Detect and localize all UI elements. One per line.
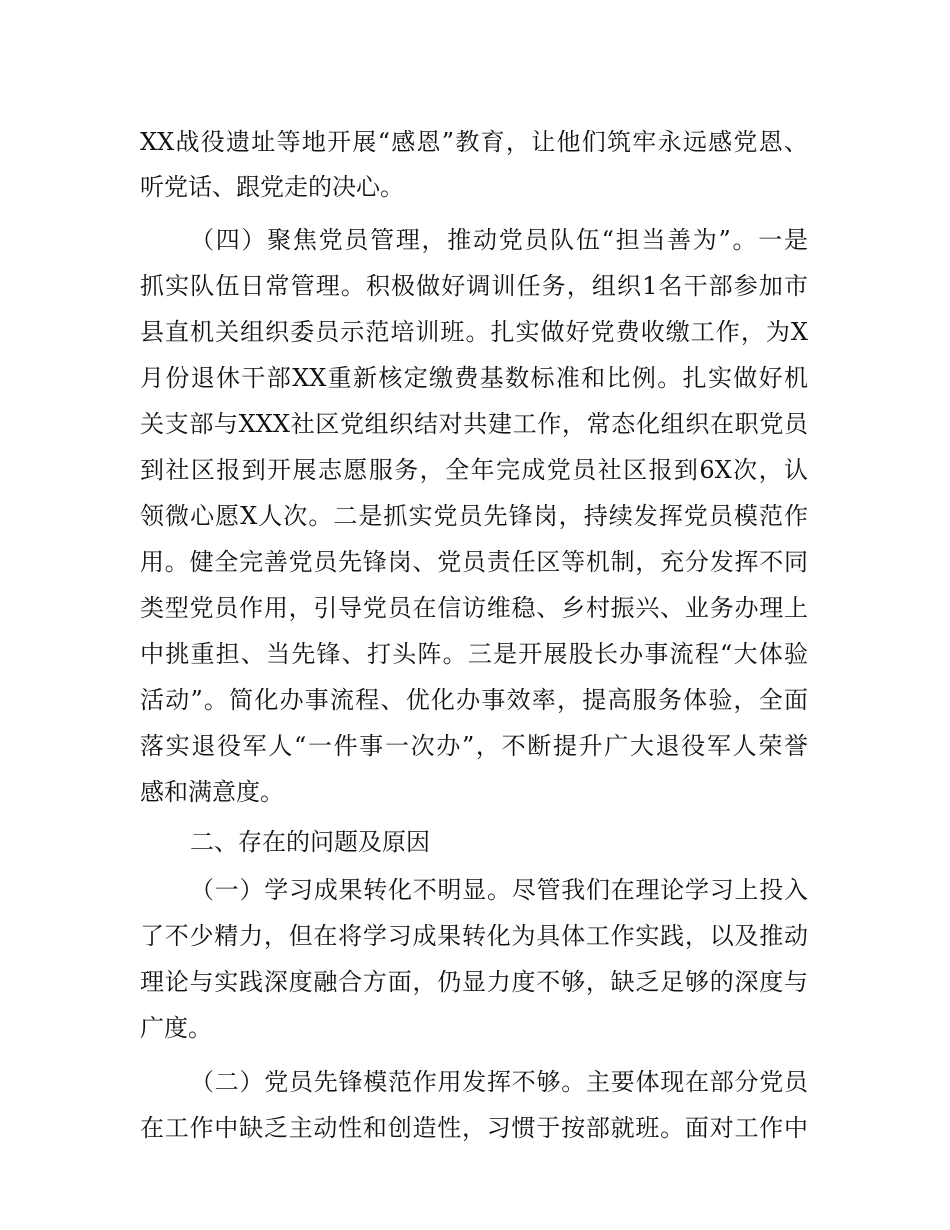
text-line: 到社区报到开展志愿服务，全年完成党员社区报到6X次，认 — [140, 456, 808, 484]
text-line: 类型党员作用，引导党员在信访维稳、乡村振兴、业务办理上 — [140, 594, 808, 622]
text-line: XX战役遗址等地开展“感恩”教育，让他们筑牢永远感党恩、 — [140, 128, 808, 156]
text-line: （四）聚焦党员管理，推动党员队伍“担当善为”。一是 — [190, 226, 808, 254]
text-line: 关支部与XXX社区党组织结对共建工作，常态化组织在职党员 — [140, 410, 808, 438]
text-line: （二）党员先锋模范作用发挥不够。主要体现在部分党员 — [190, 1068, 808, 1096]
section-heading: 二、存在的问题及原因 — [190, 828, 430, 856]
text-line: 了不少精力，但在将学习成果转化为具体工作实践，以及推动 — [140, 922, 808, 950]
text-line: 月份退休干部XX重新核定缴费基数标准和比例。扎实做好机 — [140, 364, 808, 392]
text-line: 听党话、跟党走的决心。 — [140, 173, 404, 201]
text-line: （一）学习成果转化不明显。尽管我们在理论学习上投入 — [190, 876, 808, 904]
text-line: 中挑重担、当先锋、打头阵。三是开展股长办事流程“大体验 — [140, 640, 808, 668]
text-line: 县直机关组织委员示范培训班。扎实做好党费收缴工作，为X — [140, 318, 808, 346]
text-line: 活动”。简化办事流程、优化办事效率，提高服务体验，全面 — [140, 686, 808, 714]
text-line: 理论与实践深度融合方面，仍显力度不够，缺乏足够的深度与 — [140, 968, 808, 996]
text-line: 领微心愿X人次。二是抓实党员先锋岗，持续发挥党员模范作 — [140, 502, 808, 530]
text-line: 在工作中缺乏主动性和创造性，习惯于按部就班。面对工作中 — [140, 1114, 808, 1142]
text-line: 广度。 — [140, 1014, 212, 1042]
text-line: 感和满意度。 — [140, 778, 284, 806]
text-line: 落实退役军人“一件事一次办”，不断提升广大退役军人荣誉 — [140, 732, 808, 760]
text-line: 用。健全完善党员先锋岗、党员责任区等机制，充分发挥不同 — [140, 548, 808, 576]
text-line: 抓实队伍日常管理。积极做好调训任务，组织1名干部参加市 — [140, 272, 808, 300]
